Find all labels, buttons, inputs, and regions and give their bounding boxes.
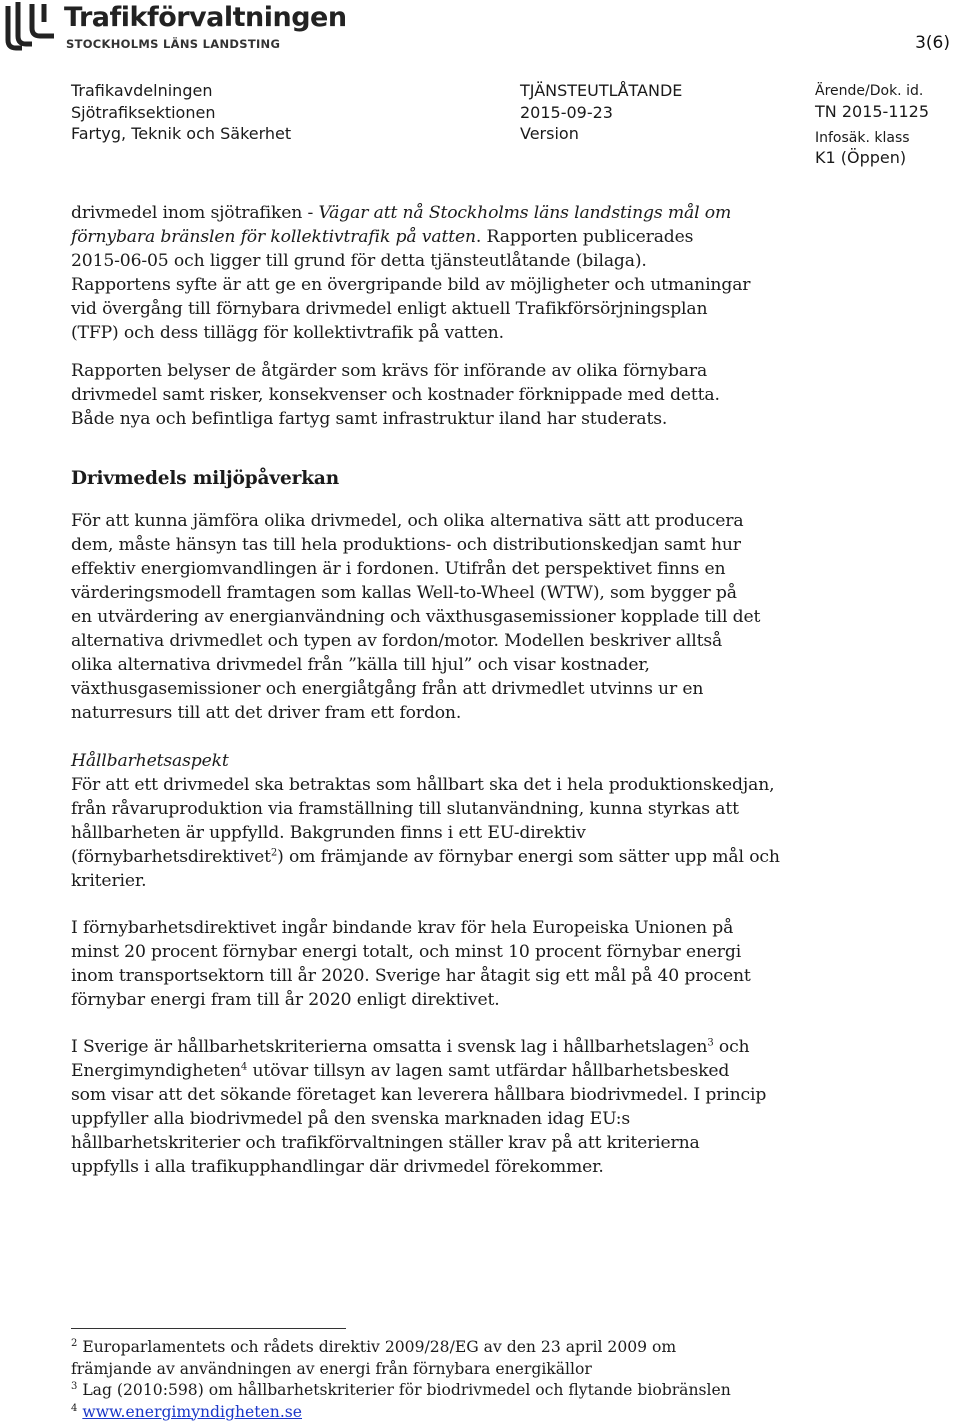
footnote-text: Europarlamentets och rådets direktiv 2009/28/EG av den 23 april 2009 om — [77, 1338, 677, 1356]
text-run: drivmedel inom sjötrafiken - — [71, 203, 319, 223]
text-run: och — [713, 1037, 750, 1057]
subsection-heading: Hållbarhetsaspekt — [71, 751, 229, 771]
paragraph — [71, 916, 871, 1012]
paragraph — [71, 749, 871, 893]
security-class-value: K1 (Öppen) — [815, 148, 907, 167]
text-line: För att kunna jämföra olika drivmedel, och olika alternativa sätt att producera — [71, 511, 744, 531]
paragraph — [71, 359, 871, 431]
text-line: som visar att det sökande företaget kan leverera hållbara biodrivmedel. I princip — [71, 1085, 767, 1105]
unit-name: Fartyg, Teknik och Säkerhet — [71, 124, 292, 143]
text-line: vid övergång till förnybara drivmedel enligt aktuell Trafikförsörjningsplan — [71, 299, 708, 319]
paragraph — [71, 1035, 871, 1179]
department-name: Trafikavdelningen — [71, 81, 213, 100]
text-line — [71, 845, 871, 869]
logo-mark-icon — [2, 0, 58, 52]
text-run: . Rapporten publicerades — [475, 227, 694, 247]
text-run: I Sverige är hållbarhetskriterierna omsatta i svensk lag i hållbarhetslagen — [71, 1037, 708, 1057]
text-line: inom transportsektorn till år 2020. Sverige har åtagit sig ett mål på 40 procent — [71, 966, 751, 986]
text-line: effektiv energiomvandlingen är i fordonen. Utifrån det perspektivet finns en — [71, 559, 726, 579]
footnote-2 — [71, 1337, 871, 1359]
text-run: (förnybarhetsdirektivet — [71, 847, 271, 867]
text-line: olika alternativa drivmedel från ”källa till hjul” och visar kostnader, — [71, 655, 650, 675]
footnote-4 — [71, 1402, 871, 1424]
report-title-part: Vägar att nå Stockholms läns landstings mål om — [318, 203, 732, 223]
text-run: Energimyndigheten — [71, 1061, 241, 1081]
text-line: Rapportens syfte är att ge en övergripande bild av möjligheter och utmaningar — [71, 275, 751, 295]
logo-name: Trafikförvaltningen — [64, 2, 347, 33]
document-type: TJÄNSTEUTLÅTANDE — [520, 81, 683, 100]
document-version: Version — [520, 124, 579, 143]
text-line: uppfyller alla biodrivmedel på den svenska marknaden idag EU:s — [71, 1109, 631, 1129]
logo-subtitle: STOCKHOLMS LÄNS LANDSTING — [66, 37, 281, 51]
text-line: dem, måste hänsyn tas till hela produktions- och distributionskedjan samt hur — [71, 535, 741, 555]
footnote-text: Lag (2010:598) om hållbarhetskriterier för biodrivmedel och flytande biobränslen — [77, 1381, 731, 1399]
text-line: (TFP) och dess tillägg för kollektivtrafik på vatten. — [71, 323, 504, 343]
text-line: växthusgasemissioner och energiåtgång från att drivmedlet utvinns ur en — [71, 679, 704, 699]
footnote-number: 3 — [71, 1380, 78, 1392]
text-line: en utvärdering av energianvändning och växthusgasemissioner kopplade till det — [71, 607, 761, 627]
text-line: uppfylls i alla trafikupphandlingar där drivmedel förekommer. — [71, 1157, 604, 1177]
report-title-part: förnybara bränslen för kollektivtrafik på vatten — [71, 227, 476, 247]
text-line: naturresurs till att det driver fram ett fordon. — [71, 703, 462, 723]
footnote-ref: 3 — [707, 1037, 714, 1049]
energimyndigheten-link[interactable]: www.energimyndigheten.se — [82, 1402, 303, 1421]
text-line: minst 20 procent förnybar energi totalt, och minst 10 procent förnybar energi — [71, 942, 742, 962]
footnote-divider — [71, 1328, 346, 1329]
paragraph — [71, 509, 871, 725]
text-line — [71, 225, 871, 249]
footnote-3 — [71, 1380, 871, 1402]
text-line: 2015-06-05 och ligger till grund för detta tjänsteutlåtande (bilaga). — [71, 251, 647, 271]
text-run: utövar tillsyn av lagen samt utfärdar hållbarhetsbesked — [247, 1061, 730, 1081]
text-line: hållbarhetskriterier och trafikförvaltningen ställer krav på att kriterierna — [71, 1133, 700, 1153]
text-line: Både nya och befintliga fartyg samt infrastruktur iland har studerats. — [71, 409, 668, 429]
footnote-number: 4 — [71, 1402, 78, 1414]
text-line: från råvaruproduktion via framställning till slutanvändning, kunna styrkas att — [71, 799, 739, 819]
footnote-ref: 2 — [270, 847, 278, 859]
footnote-2-continued: främjande av användningen av energi från förnybara energikällor — [71, 1359, 592, 1378]
text-line: I förnybarhetsdirektivet ingår bindande krav för hela Europeiska Unionen på — [71, 918, 734, 938]
case-id-label: Ärende/Dok. id. — [815, 83, 924, 99]
text-line: alternativa drivmedlet och typen av fordon/motor. Modellen beskriver alltså — [71, 631, 723, 651]
section-heading: Drivmedels miljöpåverkan — [71, 468, 340, 489]
section-name: Sjötrafiksektionen — [71, 102, 216, 122]
document-date: 2015-09-23 — [520, 102, 613, 122]
text-line: Rapporten belyser de åtgärder som krävs för införande av olika förnybara — [71, 361, 708, 381]
footnote-number: 2 — [71, 1337, 78, 1349]
text-line: kriterier. — [71, 871, 147, 891]
text-line: förnybar energi fram till år 2020 enligt direktivet. — [71, 990, 500, 1010]
security-class-label: Infosäk. klass — [815, 130, 910, 146]
header-department — [71, 80, 291, 145]
text-line: drivmedel samt risker, konsekvenser och kostnader förknippade med detta. — [71, 385, 720, 405]
text-line — [71, 201, 871, 225]
text-line: För att ett drivmedel ska betraktas som hållbart ska det i hela produktionskedjan, — [71, 775, 775, 795]
intro-paragraph — [71, 201, 871, 345]
case-id-value: TN 2015-1125 — [815, 102, 930, 121]
page-number: 3(6) — [915, 33, 950, 53]
organization-logo — [2, 0, 347, 56]
footnote-ref: 4 — [240, 1061, 248, 1073]
text-line — [71, 1059, 871, 1083]
text-line — [71, 1035, 871, 1059]
text-line: värderingsmodell framtagen som kallas Well-to-Wheel (WTW), som bygger på — [71, 583, 737, 603]
text-line: hållbarheten är uppfylld. Bakgrunden finns i ett EU-direktiv — [71, 823, 586, 843]
footnotes — [71, 1337, 871, 1423]
header-case-info — [815, 80, 929, 169]
document-body — [71, 201, 871, 1193]
text-run: ) om främjande av förnybar energi som sätter upp mål och — [277, 847, 780, 867]
header-document-type — [520, 80, 682, 145]
